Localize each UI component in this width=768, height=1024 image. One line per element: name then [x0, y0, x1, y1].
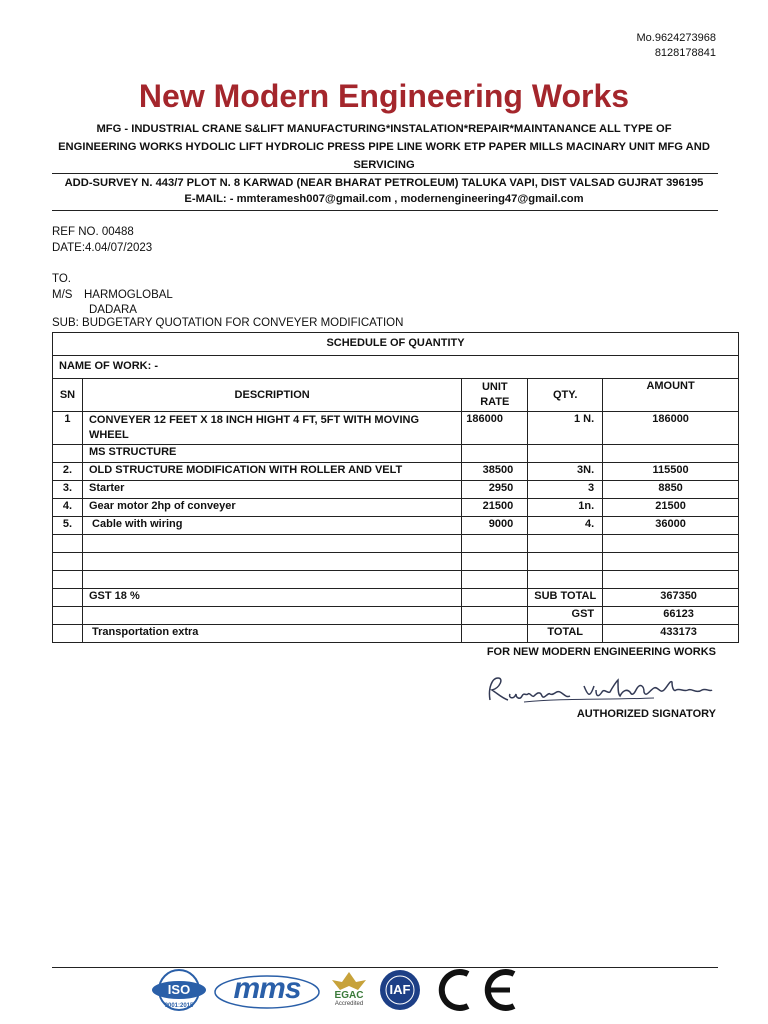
iso-logo	[150, 968, 208, 1012]
mms-text: mms	[233, 972, 301, 1005]
company-name: New Modern Engineering Works	[138, 78, 630, 114]
row-qty: 3N.	[528, 463, 603, 481]
row-qty: 4.	[528, 517, 603, 535]
ms-label: M/S	[52, 289, 73, 301]
iaf-logo	[376, 968, 424, 1012]
phone-number-1: Mo.9624273968	[636, 32, 716, 44]
row-rate: 9000	[462, 517, 528, 535]
row-rate: 38500	[462, 463, 528, 481]
row-rate: 21500	[462, 499, 528, 517]
ce-mark	[428, 968, 524, 1012]
company-email: E-MAIL: - mmteramesh007@gmail.com , modernengineering47@gmail.com	[184, 193, 584, 205]
row-sn: 4.	[53, 499, 83, 517]
table-row	[53, 445, 739, 463]
row-amount: 186000	[603, 412, 739, 445]
row-description: Gear motor 2hp of conveyer	[82, 499, 461, 517]
row-qty: 3	[528, 481, 603, 499]
row-description: OLD STRUCTURE MODIFICATION WITH ROLLER AND VELT	[82, 463, 461, 481]
gst-subtotal-row	[53, 589, 739, 607]
iaf-text: IAF	[389, 982, 411, 997]
table-row	[53, 481, 739, 499]
description-line-2: ENGINEERING WORKS HYDOLIC LIFT HYDROLIC PRESS PIPE LINE WORK ETP PAPER MILLS MACINARY UNIT MFG AND	[58, 141, 710, 153]
row-sn: 2.	[53, 463, 83, 481]
table-row	[53, 412, 739, 445]
name-of-work-row	[53, 356, 739, 379]
row-amount: 8850	[603, 481, 739, 499]
row-rate	[462, 445, 528, 463]
egac-subtitle: Accredited	[334, 1001, 364, 1007]
row-sn: 3.	[53, 481, 83, 499]
table-header-row	[53, 379, 739, 412]
header-sn: SN	[53, 379, 83, 412]
row-description: MS STRUCTURE	[82, 445, 461, 463]
subtotal-label: SUB TOTAL	[528, 589, 603, 607]
description-line-3: SERVICING	[353, 159, 415, 171]
company-address: ADD-SURVEY N. 443/7 PLOT N. 8 KARWAD (NEAR BHARAT PETROLEUM) TALUKA VAPI, DIST VALSAD GUJRAT 396195	[64, 177, 704, 189]
client-city: DADARA	[89, 304, 137, 316]
row-rate: 186000	[462, 412, 528, 445]
name-of-work: NAME OF WORK: -	[53, 356, 739, 379]
header-divider-top	[52, 173, 718, 174]
quote-date: DATE:4.04/07/2023	[52, 242, 153, 254]
company-description	[40, 120, 728, 174]
subject-line: SUB: BUDGETARY QUOTATION FOR CONVEYER MODIFICATION	[52, 317, 404, 329]
row-qty: 1n.	[528, 499, 603, 517]
schedule-of-quantity-table	[52, 332, 739, 643]
egac-text: EGAC	[334, 990, 364, 1001]
table-row	[53, 463, 739, 481]
total-value: 433173	[603, 625, 739, 643]
row-sn	[53, 445, 83, 463]
header-qty: QTY.	[528, 379, 603, 412]
egac-logo	[326, 968, 372, 1012]
table-row	[53, 517, 739, 535]
table-row	[53, 499, 739, 517]
phone-number-2: 8128178841	[654, 47, 716, 59]
row-amount: 21500	[603, 499, 739, 517]
signature-company: FOR NEW MODERN ENGINEERING WORKS	[486, 646, 716, 658]
row-amount: 115500	[603, 463, 739, 481]
table-row-empty	[53, 571, 739, 589]
gst-value: 66123	[603, 607, 739, 625]
header-amount: AMOUNT	[603, 379, 739, 412]
description-line-1: MFG - INDUSTRIAL CRANE S&LIFT MANUFACTURING*INSTALATION*REPAIR*MAINTANANCE ALL TYPE OF	[96, 123, 672, 135]
gst-label: GST	[528, 607, 603, 625]
table-title-row	[53, 333, 739, 356]
row-sn: 1	[53, 412, 83, 445]
mms-logo	[212, 968, 322, 1012]
gst-rate-label: GST 18 %	[82, 589, 461, 607]
gst-row	[53, 607, 739, 625]
row-description: Starter	[82, 481, 461, 499]
ce-mark-icon	[428, 968, 524, 1012]
row-amount	[603, 445, 739, 463]
row-amount: 36000	[603, 517, 739, 535]
handwritten-signature	[484, 672, 716, 713]
to-label: TO.	[52, 273, 71, 285]
table-row-empty	[53, 535, 739, 553]
header-unit-rate-line-2: RATE	[480, 396, 510, 408]
header-divider-bottom	[52, 210, 718, 211]
client-name: HARMOGLOBAL	[84, 289, 173, 301]
subtotal-value: 367350	[603, 589, 739, 607]
certification-logos	[150, 968, 524, 1012]
row-description: Cable with wiring	[82, 517, 461, 535]
row-qty: 1 N.	[528, 412, 603, 445]
row-rate: 2950	[462, 481, 528, 499]
total-row	[53, 625, 739, 643]
iso-text: ISO	[167, 982, 191, 997]
table-row-empty	[53, 553, 739, 571]
iso-standard: 9001:2015	[164, 1003, 194, 1009]
header-unit-rate	[462, 379, 528, 412]
authorized-signatory-label: AUTHORIZED SIGNATORY	[576, 708, 716, 720]
table-title: SCHEDULE OF QUANTITY	[53, 333, 739, 356]
total-label: TOTAL	[528, 625, 603, 643]
row-sn: 5.	[53, 517, 83, 535]
transportation-note: Transportation extra	[82, 625, 461, 643]
row-description: CONVEYER 12 FEET X 18 INCH HIGHT 4 FT, 5FT WITH MOVING WHEEL	[82, 412, 461, 445]
ref-number: REF NO. 00488	[52, 226, 134, 238]
header-description: DESCRIPTION	[82, 379, 461, 412]
row-qty	[528, 445, 603, 463]
header-unit-rate-line-1: UNIT	[481, 381, 508, 393]
